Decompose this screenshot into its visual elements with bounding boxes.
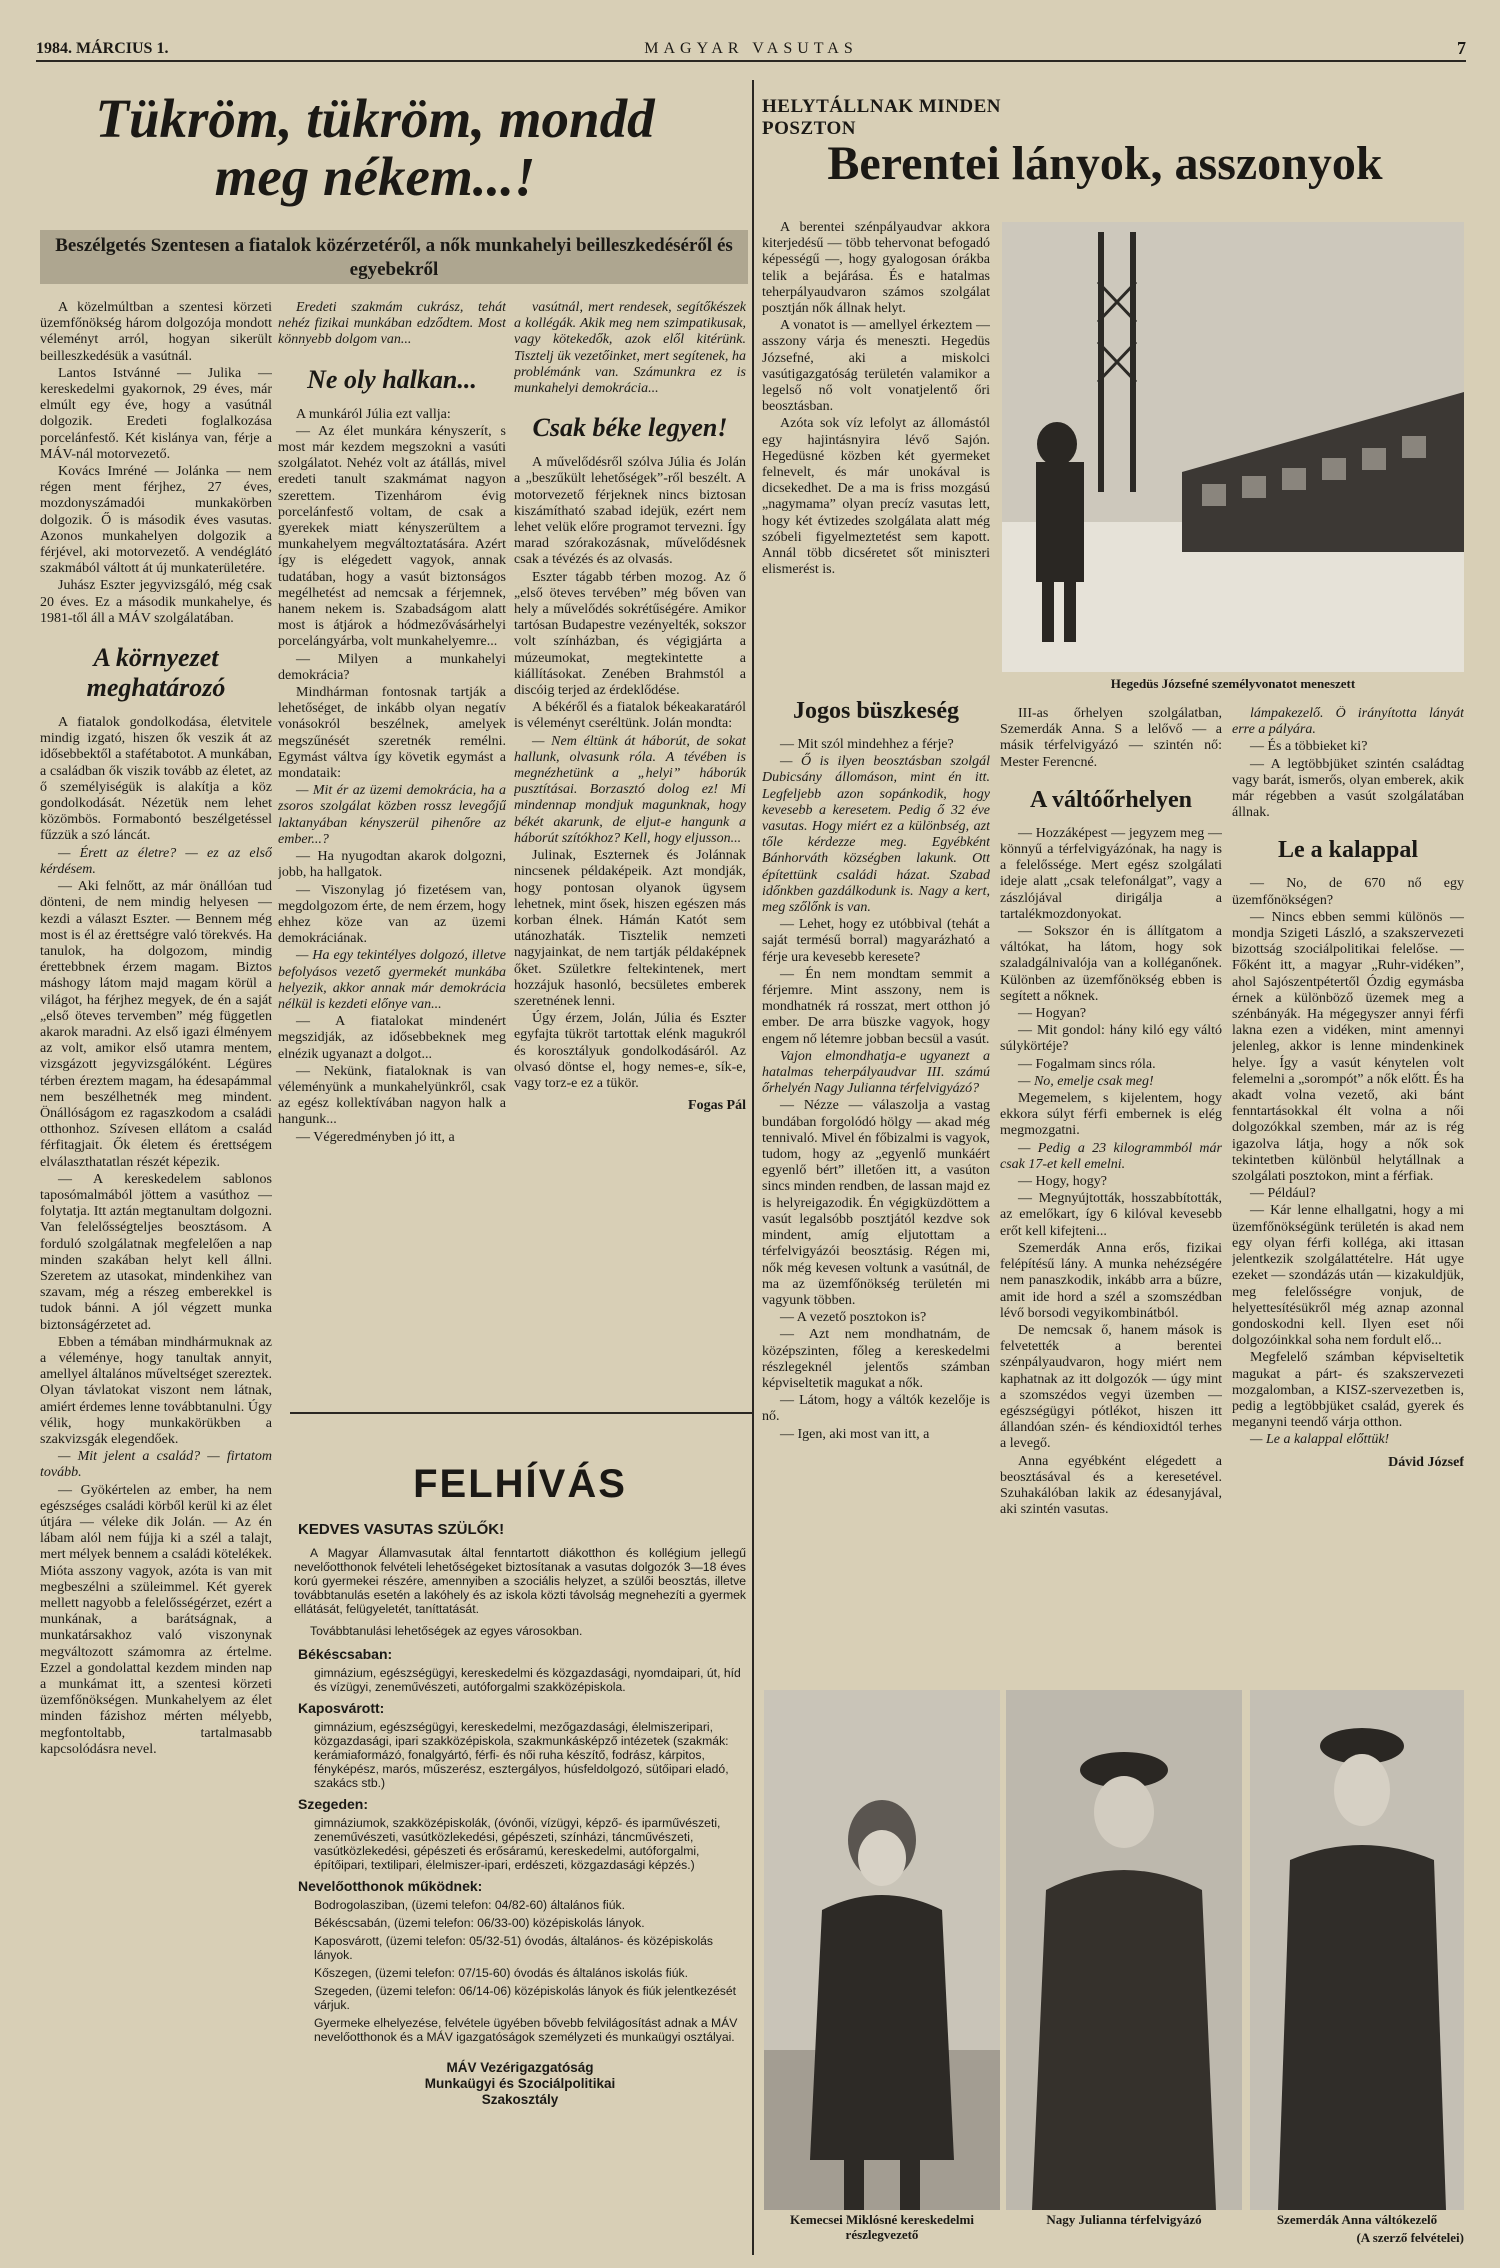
notice-intro: A Magyar Államvasutak által fenntartott diákotthon és kollégium jellegű nevelőotthonok felvételi lehetőségeket biztosítanak a vasutas dolgozók 3—18 éves korú gyermekei részére, amennyiben a szociális helyzet, a szülői beosztás, illetve továbbtanulás esetén a lakóhely és az iskola közti távolság megnehezíti a gyermek ellátását, felügyeletét, taníttatását. bbox=[294, 1546, 746, 1616]
paragraph: A közelmúltban a szentesi körzeti üzemfőnökség három dolgozója mondott véleményt arról, hogyan sikerült beilleszkedésük a vasútnál. bbox=[40, 300, 272, 364]
paragraph: — És a többieket ki? bbox=[1250, 739, 1368, 755]
paragraph: A fiatalok gondolkodása, életvitele mindig izgató, hiszen ők veszik át az idősebbektől a stafétabotot. A munkában, a családban ők viszik tovább az életet, az ő személyiségük is alakítja a köz gondolkodását. Nézetük nem lehet közömbös. Formabontó beszélgetéssel fűzzük a szó láncát. bbox=[40, 715, 272, 844]
paragraph: — Nekünk, fiataloknak is van véleményünk a munkahelyünkről, csak az egész kollektívában nagyon halk a hangunk... bbox=[278, 1063, 506, 1128]
train-photo-caption: Hegedüs Józsefné személyvonatot meneszett bbox=[1110, 676, 1356, 691]
paragraph: Eredeti szakmám cukrász, tehát nehéz fizikai munkában edződtem. Most könnyebb dolgom van... bbox=[278, 300, 506, 348]
paragraph: — Kár lenne elhallgatni, hogy a mi üzemfőnökségünk területén is akad nem egy olyan férfi kolléga, aki ittasan jelentkezik szolgálattételre. Hát ugye ezeket — szondázás után — kizakuldjük, meg felelősségre vonjuk, de helyettesítésükről még aznap azonnal gondoskodni kell. Ilyen eset női dolgozóinkkal soha nem fordult elő... bbox=[1232, 1203, 1464, 1349]
home-item: Kaposvárott, (üzemi telefon: 05/32-51) óvodás, általános- és középiskolás lányok. bbox=[314, 1934, 714, 1962]
left-article-col-3 bbox=[514, 300, 746, 1408]
paragraph: — Mit jelent a család? — firtatom tovább. bbox=[40, 1449, 272, 1481]
home-item: Bodrogolasziban, (üzemi telefon: 04/82-60) általános fiúk. bbox=[314, 1898, 625, 1912]
town-name: Szegeden: bbox=[298, 1796, 369, 1812]
paragraph: — Viszonylag jó fizetésem van, megdolgozom érte, de nem érzem, hogy ehhez köze van az üzemi demokráciának. bbox=[278, 882, 506, 947]
paragraph: Megfelelő számban képviseltetik magukat a párt- és szakszervezeti mozgalomban, a KISZ-szervezetben is, pedig a legtöbbjüket család, gyerek és meganyni teendő várja otthon. bbox=[1232, 1350, 1464, 1431]
paragraph: Kovács Imréné — Jolánka — nem régen ment férjhez, 27 éves, mozdonyszámadói munkakörben dolgozik. Ő is második éves vasutas. Azonos munkahelyen dolgozik a férjével, aki motorvezető. A vendéglátó szakmából váltott át új munkaterületére. bbox=[40, 464, 272, 577]
paragraph: vasútnál, mert rendesek, segítőkészek a kollégák. Akik meg nem szimpatikusak, vagy kötekedők, azok elől kitérünk. Tisztelj ük vezetőinket, mert segítenek, ha problémánk van. Számunkra ez is munkahelyi demokrácia... bbox=[514, 300, 746, 397]
section-heading: Jogos büszkeség bbox=[792, 698, 960, 724]
portrait-photo-3 bbox=[1250, 1690, 1464, 2210]
paragraph: Julinak, Eszternek és Jolánnak nincsenek példaképeik. Azt mondják, hogy pontosan olyanok ügysem lehetnek, mint ősek, hiszen egészen más korban élnek. Hámán Katót sem utánozhaták. Tisztelik nemzeti nagyjainkat, de nem tartják példaképnek őket. Születkre feltekintenek, mert hozzájuk hasonló, becsületes emberek szeretnének lenni. bbox=[514, 848, 746, 1009]
home-item: Szegeden, (üzemi telefon: 06/14-06) középiskolás lányok és fiúk jelentkezését várjuk. bbox=[314, 1984, 737, 2012]
paragraph: — Le a kalappal előttük! bbox=[1250, 1432, 1390, 1448]
section-heading: Le a kalappal bbox=[1277, 837, 1419, 864]
byline: Dávid József bbox=[1388, 1454, 1464, 1470]
left-article-col-1 bbox=[40, 300, 272, 2255]
paragraph: — Ha egy tekintélyes dolgozó, illetve befolyásos vezető gyermekét munkába helyezik, akkor annak már demokrácia nélkül is kezdeti előnye van... bbox=[278, 948, 506, 1012]
left-article-title: Tükröm, tükröm, mondd meg nékem...! bbox=[95, 88, 655, 207]
paragraph: — Gyökértelen az ember, ha nem egészséges családi körből kerül ki az élet útjára — véleke dik Jolán. — Az én lábam alól nem fújja ki a szél a talajt, mert mélyek bennem a családi kötelékek. Mióta asszony vagyok, azóta is van mit megbeszélni a szüleimmel. Két gyerek mellett nagyobb a felelősségérzet, ezért a munkának, a barátságnak, a munkatársakhoz való viszonynak megváltozott számomra az értelme. Ezzel a gondolattal kezdem minden nap a munkámat itt, a szentesi körzeti üzemfőnökségen. Munkahelyem az élet minden fázishoz mérten mélyebb, megfontoltabb, tartalmasabb kapcsolódásra nevel. bbox=[40, 1482, 272, 1757]
paragraph: — Azt nem mondhatnám, de középszinten, főleg a kereskedelmi részlegeknél jelentős számban képviseltetik magukat a nők. bbox=[762, 1327, 990, 1391]
paragraph: A vonatot is — amellyel érkeztem — asszony várja és meneszti. Hegedüs Józsefné, aki a miskolci vasútigazgatóság területén valamikor a legelső nő volt vonatjelentő őri beosztásban. bbox=[762, 318, 990, 415]
paragraph: — A fiatalokat mindenért megszidják, az idősebbeknek meg elnézik ugyanazt a dolgot... bbox=[278, 1014, 506, 1062]
left-article-subtitle: Beszélgetés Szentesen a fiatalok közérzetéről, a nők munkahelyi beilleszkedéséről és egyebekről bbox=[40, 230, 748, 284]
byline: Fogas Pál bbox=[688, 1098, 746, 1114]
paragraph: — Hogy, hogy? bbox=[1018, 1174, 1107, 1190]
paragraph: — Az élet munkára kényszerít, s most már kezdem megszokni a vasúti szolgálatot. Nehéz volt az átállás, mivel eredeti tanult szakmámat nagyon szerettem. Tizenhárom évig porcelánfestő voltam, de csak a gyerekek miatt kényszerültem a munkahelyem megváltoztatására. Azért így is elégedett vagyok, annak tudatában, hogy a vasút biztonságos megélhetést ad nemcsak a férjemnek, hanem nekem is. Szabadságom alatt most is átjárok a hódmezővásárhelyi porcelángyárba, volt munkahelyemre... bbox=[278, 423, 506, 650]
paragraph: — Nincs ebben semmi különös — mondja Szigeti László, a szakszervezeti bizottság szociálpolitikai felelőse. — Főként itt, a magyar „Ruhr-vidéken”, ahol Sajószentpétertől Ózdig egymásba érnek a különböző üzemek meg a szénbányák. Ha mégegyszer annyi férfi lakna ezen a vidéken, mint amennyi jelenleg, akkor is lenne mindenkinek helye. Így a vasút kénytelen volt felemelni a „sorompót” a nők előtt. És ha akadt volna vezető, aki bánt fenntartásokkal élt volna a női dolgozókkal szemben, már az is rég igazolva látja, hogy a nők sok tekintetben különbül helytállnak a szolgálati posztokon, mint a férfiak. bbox=[1232, 909, 1464, 1185]
paragraph: Juhász Eszter jegyvizsgáló, még csak 20 éves. Ez a második munkahelye, és 1981-től áll a MÁV szolgálatában. bbox=[40, 578, 272, 626]
paragraph: Megemelem, s kijelentem, hogy ekkora súlyt férfi embernek is elég megmozgatni. bbox=[1000, 1091, 1222, 1139]
town-name: Kaposvárott: bbox=[298, 1700, 385, 1716]
signature-line: Szakosztály bbox=[481, 2092, 559, 2107]
paragraph: Vajon elmondhatja-e ugyanezt a hatalmas teherpályaudvar III. számú őrhelyén Nagy Julianna térfelvigyázó? bbox=[762, 1048, 990, 1097]
paragraph: A művelődésről szólva Júlia és Jolán a „beszűkült lehetőségek”-ről beszélt. A motorvezető férjeknek nincs biztosan kiszámítható szabad idejük, ezért nem lehet velük előre programot tervezni. Így marad szórakozásnak, művelődésnek csak a tévézés és az olvasás. bbox=[514, 455, 746, 568]
portrait-photo-1 bbox=[764, 1690, 1000, 2210]
notice-top-divider bbox=[290, 1412, 752, 1414]
paragraph: Anna egyébként elégedett a beosztásával és a keresetével. Szuhakálóban lakik az édesanyjával, aki szintén vasutas. bbox=[1000, 1453, 1222, 1518]
notice-intro-2: Továbbtanulási lehetőségek az egyes városokban. bbox=[310, 1624, 583, 1638]
left-article-col-2 bbox=[278, 300, 506, 1385]
photo-caption: Kemecsei Miklósné kereskedelmi részlegvezető bbox=[790, 2212, 974, 2242]
paragraph: — Megnyújtották, hosszabbították, az emelőkart, így 6 kilóval kevesebb erőt kell kifejteni... bbox=[1000, 1191, 1222, 1239]
paragraph: A berentei szénpályaudvar akkora kiterjedésű — több tehervonat befogadó képességű —, hogy gyalogosan órákba telik a bejárása. És e hatalmas teherpályaudvaron számos szolgálat posztján nők állnak helyt. bbox=[762, 220, 990, 317]
paragraph: — Végeredményben jó itt, a bbox=[296, 1129, 455, 1145]
paragraph: Mindhárman fontosnak tartják a lehetőséget, de inkább olyan negatív vonásokról beszélnek, amelyek megszűnését szeretnék remélni. Egymást váltva így követik egymást a mondataik: bbox=[278, 685, 506, 782]
home-item: Kőszegen, (üzemi telefon: 07/15-60) óvodás és általános iskolás fiúk. bbox=[314, 1966, 688, 1980]
paragraph: — Lehet, hogy ez utóbbival (tehát a saját termésű borral) magyarázható a férje ura kevesebb keresete? bbox=[762, 917, 990, 965]
paragraph: De nemcsak ő, hanem mások is felvetették a berentei szénpályaudvaron, hogy miért nem kaphatnak az itt dolgozók — úgy mint a szomszédos vegyi üzemben — egészségügyi pótlékot, hiszen itt állandóan szén- és kéndioxidtól terhes a levegő. bbox=[1000, 1322, 1222, 1452]
paragraph: — Hozzáképest — jegyzem meg — könnyű a térfelvigyázónak, ha nagy is a felelőssége. Mert egész szolgálati ideje alatt „csak telefonálgat”, vagy a zászlójával dirigálja a tartalékmozdonyokat. bbox=[1000, 825, 1222, 922]
town-schools: gimnáziumok, szakközépiskolák, (óvónői, vízügyi, képző- és iparművészeti, zeneművészeti, vasútközlekedési, gépészeti, színházi, táncművészeti, vasútközlekedési, gépészeti és erősáramú, kereskedelmi, autóforgalmi, építőipari, textilipari, élelmiszer-ipari, erdészeti, közgazdasági képzés.) bbox=[314, 1816, 721, 1872]
paragraph: — Pedig a 23 kilogrammból már csak 17-et kell emelni. bbox=[1000, 1140, 1222, 1172]
paragraph: — Ha nyugodtan akarok dolgozni, jobb, ha hallgatok. bbox=[278, 849, 506, 881]
paragraph: — Mit szól mindehhez a férje? bbox=[780, 737, 954, 752]
home-item: Gyermeke elhelyezése, felvétele ügyében bővebb felvilágosítást adnak a MÁV nevelőotthonok és a MÁV igazgatóságok személyzeti és munkaügyi osztályai. bbox=[314, 2016, 738, 2044]
paragraph: III-as őrhelyen szolgálatban, Szemerdák Anna. S a lelővő — a másik térfelvigyázó — szintén nő: Mester Ferencné. bbox=[1000, 706, 1222, 770]
signature-line: MÁV Vezérigazgatóság bbox=[446, 2060, 594, 2075]
paragraph: — Igen, aki most van itt, a bbox=[780, 1426, 930, 1442]
town-name: Békéscsaban: bbox=[298, 1646, 393, 1662]
right-article-title: Berentei lányok, asszonyok bbox=[827, 137, 1383, 190]
right-article-col-b bbox=[1000, 706, 1222, 1664]
paragraph: — Nézze — válaszolja a vastag bundában forgolódó hölgy — akad még tennivaló. Mivel én főbizalmi is vagyok, tudom, hogy az „egyenlő munkáért egyenlő bért” illetően itt, a vasúton sincs minden rendben, de lassan majd ez is helyreigazodik. Én végigküzdöttem a vasút legalsóbb posztjától kezdve sok mindent, amíg eljutottam a térfelvigyázói beosztásig. Régen mi, nők még kevesen voltunk a vasútnál, de ma az üzemfőnökség területén mi vagyunk többen. bbox=[762, 1098, 990, 1308]
paragraph: — Érett az életre? — ez az első kérdésem. bbox=[40, 845, 272, 877]
paragraph: Lantos Istvánné — Julika — kereskedelmi gyakornok, 29 éves, már elmúlt egy éve, hogy a vasútnál dolgozik. Eredeti foglalkozása porcelánfestő. Két kislánya van, férje a MÁV-nál motorvezető. bbox=[40, 365, 272, 462]
notice-box bbox=[294, 1420, 746, 2250]
newspaper-name: MAGYAR VASUTAS bbox=[644, 40, 858, 57]
paragraph: — Milyen a munkahelyi demokrácia? bbox=[278, 651, 506, 683]
photo-caption: Nagy Julianna térfelvigyázó bbox=[1046, 2212, 1202, 2227]
right-article-col-top bbox=[762, 220, 990, 680]
paragraph: — Mit ér az üzemi demokrácia, ha a zsoros szolgálat közben rossz levegőjű laktanyában kényszerül pihenőre az ember...? bbox=[278, 783, 506, 847]
paragraph: — Sokszor én is állítgatom a váltókat, ha látom, hogy sok szaladgálnivalója van a kolléganőnek. Különben az üzemfőnökség ebben is segített a nőknek. bbox=[1000, 924, 1222, 1004]
issue-date: 1984. MÁRCIUS 1. bbox=[36, 40, 169, 57]
paragraph: Ebben a témában mindhármuknak az a véleménye, hogy tanultak annyit, amellyel általános műveltséget szereztek. Olyan távlatokat viszont nem látnak, amiért érdemes lenne továbbtanulni. Úgy vélik, hogy munkakörükben a szakvizsgák elegendőek. bbox=[40, 1334, 272, 1447]
paragraph: Úgy érzem, Jolán, Júlia és Eszter egyfajta tükröt tartottak elénk magukról és korosztályuk gondolkodásáról. Az olvasó döntse el, hogy nemes-e, sík-e, vagy torz-e ez a tükör. bbox=[514, 1011, 746, 1091]
paragraph: lámpakezelő. Ő irányította lányát erre a pályára. bbox=[1232, 706, 1464, 738]
right-article-col-a bbox=[762, 682, 990, 1682]
section-heading: Ne oly halkan... bbox=[307, 364, 477, 394]
column-divider bbox=[752, 80, 754, 2255]
page-header bbox=[36, 38, 1466, 62]
paragraph: — No, emelje csak meg! bbox=[1018, 1073, 1154, 1089]
paragraph: — Nem éltünk át háborút, de sokat hallunk, olvasunk róla. A tévében is megnézhetünk a „helyi” háborúk pusztításai. Borzasztó dolog ez! Mi mindennap mondjuk magunknak, hogy békét akarunk, de eljut-e hangunk a háborút szítókhoz? Kell, hogy eljusson... bbox=[514, 733, 746, 846]
paragraph: — Fogalmam sincs róla. bbox=[1018, 1056, 1156, 1072]
town-schools: gimnázium, egészségügyi, kereskedelmi, mezőgazdasági, élelmiszeripari, közgazdasági, ipari szakközépiskola, szakmunkásképző intézetek (szakmák: kerámiaformázó, fonalgyártó, férfi- és női ruha készítő, fodrász, kárpitos, fényképész, marós, műszerész, esztergályos, húsfeldolgozó, sütőipari eladó, szakács stb.) bbox=[314, 1720, 729, 1790]
paragraph: — Aki felnőtt, az már önállóan tud dönteni, de nem mindig helyesen — kezdi a választ Eszter. — Bennem még most is él az érettségre való törekvés. Ha tanulok, ha dolgozom, mindig érettebbnek érzem magam. Biztos máshogy látom majd magam körül a világot, ha férjhez megyek, de én a saját „első öteves tervemben” még független akarok maradni. Az első igazi élményem az volt, amikor első utamra mentem, vizsgázott jegyvizsgálóként. Légüres térben éreztem magam, ha édesapámmal nem beszélhetnék meg mindent. Önállóságom ez ragaszkodom a családi otthonhoz. Szívesen ellátom a család férfitagjait. Ők életem és érettségem elválaszthatatlan részét képezik. bbox=[40, 879, 272, 1170]
paragraph: — Például? bbox=[1250, 1186, 1316, 1202]
section-heading: Csak béke legyen! bbox=[532, 413, 728, 443]
paragraph: — Hogyan? bbox=[1018, 1006, 1087, 1022]
paragraph: — Mit gondol: hány kiló egy váltó súlykörtéje? bbox=[1000, 1023, 1222, 1055]
section-heading: A váltóőrhelyen bbox=[1030, 786, 1192, 813]
homes-title: Nevelőotthonok működnek: bbox=[298, 1878, 483, 1894]
paragraph: Eszter tágabb térben mozog. Az ő „első öteves tervében” még bőven van hely a művelődés sokrétűségére. Amikor tartósan Budapestre vezényelték, sokszor volt színházban, és végigjárta a múzeumokat, megtekintette a kiállításokat. Zenében Brahmstól a discóig terjed az érdeklődése. bbox=[514, 569, 746, 699]
train-photo bbox=[1002, 222, 1464, 672]
paragraph: Szemerdák Anna erős, fizikai felépítésű lány. A munka nehézségére nem panaszkodik, inkább arra a bűzre, amit ide hord a szél a szomszédban lévő borsodi vegyikombinátból. bbox=[1000, 1240, 1222, 1321]
paragraph: A békéről és a fiatalok békeakaratáról is véleményt cseréltünk. Jolán mondta: bbox=[514, 700, 746, 732]
photo-caption: Szemerdák Anna váltókezelő bbox=[1276, 2212, 1438, 2227]
home-item: Békéscsabán, (üzemi telefon: 06/33-00) középiskolás lányok. bbox=[314, 1916, 645, 1930]
right-article-col-c bbox=[1232, 706, 1464, 1676]
photo-credit: (A szerző felvételei) bbox=[1356, 2230, 1464, 2245]
signature-line: Munkaügyi és Szociálpolitikai bbox=[424, 2076, 616, 2091]
paragraph: Azóta sok víz lefolyt az állomástól egy hajintásnyira lévő Sajón. Hegedüsné közben két gyermeket felnevelt, és már unokával is dicsekedhet. De a ma is friss mozgású „nagymama” olyan precíz vasutas lett, hogy két évtizedes szolgálata alatt még szóbeli figyelmeztetést sem kapott. Annál több dicséretet sőt miniszteri elismerést is. bbox=[762, 416, 990, 578]
portrait-photo-2 bbox=[1006, 1690, 1242, 2210]
paragraph: — No, de 670 nő egy üzemfőnökségen? bbox=[1232, 876, 1464, 908]
notice-title: FELHÍVÁS bbox=[413, 1462, 627, 1506]
paragraph: — Ő is ilyen beosztásban szolgál Dubicsány állomáson, mint én itt. Legfeljebb azon sopánkodik, hogy kevesebb a keresetem. Pedig ő 32 éve vasutas. Hogy miért ez a különbség, azt tőle kérdezze meg. Egyébként Bánhorváth községben lakunk. Ott építettünk családi házat. Szabad időnkben gazdálkodunk is. Nagy a kert, meg szőlőnk is van. bbox=[762, 754, 990, 916]
notice-salutation: KEDVES VASUTAS SZÜLŐK! bbox=[298, 1521, 505, 1538]
paragraph: — A kereskedelem sablonos taposómalmából jöttem a vasúthoz — folytatja. Itt aztán megtanultam dolgozni. Van felelősségteljes beosztásom. A forduló szolgálatnak megfelelően a nap minden szakában helyt kell állni. Szeretem az utasokat, mindenkihez van szavam, még a részeg emberekkel is tudok bánni. A jól végzett munka biztonságérzetet ad. bbox=[40, 1171, 272, 1333]
paragraph: — Én nem mondtam semmit a férjemre. Mint asszony, nem is mondhatnék rá rosszat, mert otthon jó ember. De arra büszke vagyok, hogy engem nő létemre jobban becsül a vasút. bbox=[762, 966, 990, 1047]
paragraph: — A legtöbbjüket szintén családtag vagy barát, ismerős, olyan emberek, akik már régebben a vasút szolgálatában állnak. bbox=[1232, 756, 1464, 821]
page-number: 7 bbox=[1457, 38, 1466, 58]
paragraph: — A vezető posztokon is? bbox=[780, 1310, 927, 1326]
paragraph: A munkáról Júlia ezt vallja: bbox=[296, 406, 451, 422]
town-schools: gimnázium, egészségügyi, kereskedelmi és közgazdasági, nyomdaipari, út, híd és vízügyi, zeneművészeti, autóforgalmi szakközépiskola. bbox=[314, 1666, 741, 1694]
notice-signature bbox=[294, 2060, 746, 2108]
section-heading: A környezet meghatározó bbox=[86, 643, 226, 703]
right-article-kicker: HELYTÁLLNAK MINDEN POSZTON bbox=[762, 96, 1001, 139]
paragraph: — Látom, hogy a váltók kezelője is nő. bbox=[762, 1393, 990, 1425]
